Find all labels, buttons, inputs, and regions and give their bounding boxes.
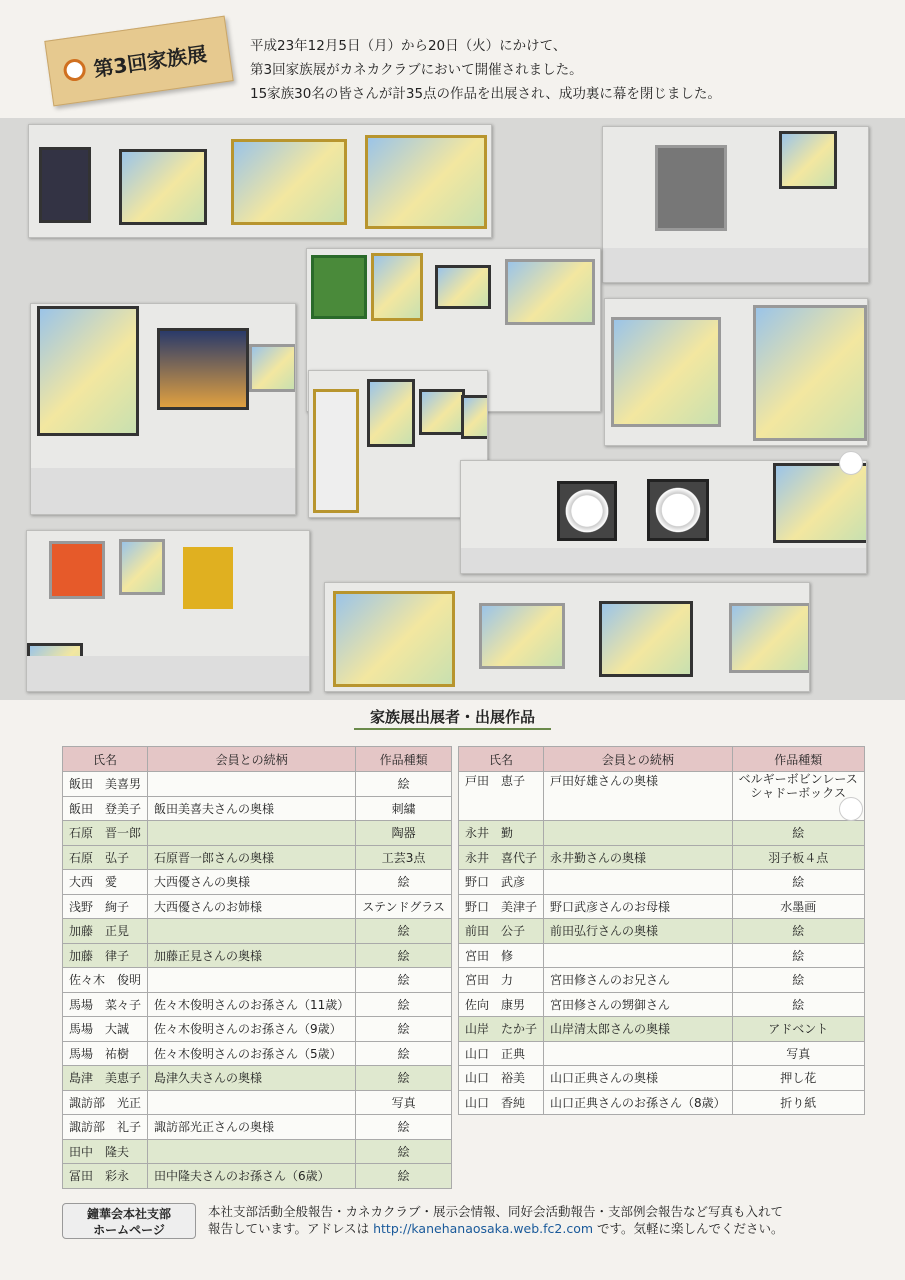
work-type: 絵 <box>732 821 864 846</box>
exhibitor-name: 冨田 彩永 <box>63 1164 148 1189</box>
table-row <box>459 968 865 993</box>
work-type: 押し花 <box>732 1066 864 1091</box>
member-relation: 佐々木俊明さんのお孫さん（5歳） <box>148 1041 356 1066</box>
exhibitor-name: 石原 弘子 <box>63 845 148 870</box>
exhibitor-name: 浅野 絢子 <box>63 894 148 919</box>
table-row <box>63 968 452 993</box>
member-relation: 石原晋一郎さんの奥様 <box>148 845 356 870</box>
exhibitor-name: 山口 正典 <box>459 1041 544 1066</box>
event-title: 第3回家族展 <box>91 41 209 81</box>
work-type: 水墨画 <box>732 894 864 919</box>
work-type: 陶器 <box>356 821 452 846</box>
tag-hole-icon <box>62 58 87 83</box>
work-type: 絵 <box>732 870 864 895</box>
table-row <box>63 1139 452 1164</box>
member-relation <box>148 772 356 797</box>
table-row <box>459 992 865 1017</box>
work-type: ベルギーボビンレース シャドーボックス <box>732 772 864 821</box>
work-type: 写真 <box>356 1090 452 1115</box>
homepage-link[interactable]: http://kanehanaosaka.web.fc2.com <box>373 1221 594 1236</box>
member-relation: 島津久夫さんの奥様 <box>148 1066 356 1091</box>
exhibitor-table-left <box>62 746 452 1189</box>
member-relation <box>148 1090 356 1115</box>
table-row <box>63 1090 452 1115</box>
work-type: 絵 <box>356 992 452 1017</box>
work-type: ステンドグラス <box>356 894 452 919</box>
exhibitor-name: 佐々木 俊明 <box>63 968 148 993</box>
header-relation: 会員との続柄 <box>544 747 733 772</box>
work-type: 絵 <box>356 1139 452 1164</box>
member-relation: 永井勤さんの奥様 <box>544 845 733 870</box>
exhibition-photo <box>30 303 296 515</box>
table-row <box>459 1090 865 1115</box>
table-row <box>63 992 452 1017</box>
exhibitor-name: 馬場 菜々子 <box>63 992 148 1017</box>
exhibitor-table-right <box>458 746 865 1115</box>
table-row <box>459 1066 865 1091</box>
exhibition-photo <box>26 530 310 692</box>
member-relation <box>544 821 733 846</box>
exhibitor-name: 野口 美津子 <box>459 894 544 919</box>
exhibition-photo <box>604 298 868 446</box>
header-name: 氏名 <box>459 747 544 772</box>
exhibitor-name: 諏訪部 光正 <box>63 1090 148 1115</box>
member-relation: 佐々木俊明さんのお孫さん（11歳） <box>148 992 356 1017</box>
exhibitor-name: 野口 武彦 <box>459 870 544 895</box>
exhibitor-name: 宮田 修 <box>459 943 544 968</box>
member-relation: 前田弘行さんの奥様 <box>544 919 733 944</box>
table-row <box>459 870 865 895</box>
header-kind: 作品種類 <box>356 747 452 772</box>
exhibitor-name: 馬場 大誠 <box>63 1017 148 1042</box>
table-row <box>459 772 865 821</box>
exhibitor-name: 石原 晋一郎 <box>63 821 148 846</box>
member-relation: 山口正典さんの奥様 <box>544 1066 733 1091</box>
homepage-badge: 鐘華会本社支部 ホームページ <box>62 1203 196 1239</box>
header-kind: 作品種類 <box>732 747 864 772</box>
header-relation: 会員との続柄 <box>148 747 356 772</box>
member-relation <box>544 1041 733 1066</box>
exhibitor-name: 戸田 恵子 <box>459 772 544 821</box>
work-type: 絵 <box>732 943 864 968</box>
table-row <box>63 1017 452 1042</box>
work-type: 刺繍 <box>356 796 452 821</box>
work-type: 折り紙 <box>732 1090 864 1115</box>
member-relation: 宮田修さんのお兄さん <box>544 968 733 993</box>
table-row <box>63 894 452 919</box>
work-type: 絵 <box>356 919 452 944</box>
table-row <box>63 821 452 846</box>
member-relation: 佐々木俊明さんのお孫さん（9歳） <box>148 1017 356 1042</box>
table-row <box>63 919 452 944</box>
exhibitor-name: 飯田 登美子 <box>63 796 148 821</box>
table-row <box>459 1017 865 1042</box>
section-title: 家族展出展者・出展作品 <box>0 706 905 727</box>
work-type: 絵 <box>356 772 452 797</box>
member-relation <box>148 968 356 993</box>
table-row <box>459 943 865 968</box>
work-type: 絵 <box>356 1041 452 1066</box>
exhibition-photo <box>28 124 492 238</box>
exhibitor-name: 前田 公子 <box>459 919 544 944</box>
work-type: 絵 <box>356 1066 452 1091</box>
table-row <box>63 796 452 821</box>
member-relation: 諏訪部光正さんの奥様 <box>148 1115 356 1140</box>
event-tag <box>44 16 233 107</box>
exhibition-photo <box>460 460 867 574</box>
photo-collage <box>0 118 905 700</box>
member-relation: 山岸清太郎さんの奥様 <box>544 1017 733 1042</box>
table-row <box>63 1115 452 1140</box>
work-type: 絵 <box>356 943 452 968</box>
work-type: 絵 <box>732 919 864 944</box>
member-relation <box>544 943 733 968</box>
exhibitor-name: 馬場 祐樹 <box>63 1041 148 1066</box>
exhibitor-name: 佐向 康男 <box>459 992 544 1017</box>
exhibitor-name: 島津 美恵子 <box>63 1066 148 1091</box>
table-row <box>63 1041 452 1066</box>
work-type: 絵 <box>356 968 452 993</box>
punch-hole <box>839 451 863 475</box>
work-type: 絵 <box>732 968 864 993</box>
work-type: 工芸3点 <box>356 845 452 870</box>
table-row <box>63 845 452 870</box>
work-type: 絵 <box>356 1164 452 1189</box>
work-type: 写真 <box>732 1041 864 1066</box>
member-relation: 大西優さんのお姉様 <box>148 894 356 919</box>
intro-line: 平成23年12月5日（月）から20日（火）にかけて、 <box>250 38 567 54</box>
exhibitor-name: 諏訪部 礼子 <box>63 1115 148 1140</box>
exhibitor-name: 宮田 力 <box>459 968 544 993</box>
work-type: 羽子板４点 <box>732 845 864 870</box>
work-type: 絵 <box>356 1115 452 1140</box>
exhibitor-name: 山口 香純 <box>459 1090 544 1115</box>
table-row <box>63 772 452 797</box>
punch-hole <box>839 797 863 821</box>
header-name: 氏名 <box>63 747 148 772</box>
table-row <box>63 1164 452 1189</box>
exhibitor-name: 山岸 たか子 <box>459 1017 544 1042</box>
table-row <box>63 870 452 895</box>
table-row <box>459 919 865 944</box>
member-relation: 宮田修さんの甥御さん <box>544 992 733 1017</box>
table-row <box>459 845 865 870</box>
work-type: 絵 <box>356 870 452 895</box>
member-relation <box>544 870 733 895</box>
exhibitor-name: 永井 喜代子 <box>459 845 544 870</box>
table-row <box>459 1041 865 1066</box>
exhibitor-name: 永井 勤 <box>459 821 544 846</box>
exhibition-photo <box>324 582 810 692</box>
intro-line: 第3回家族展がカネカクラブにおいて開催されました。 <box>250 62 583 78</box>
member-relation: 山口正典さんのお孫さん（8歳） <box>544 1090 733 1115</box>
table-row <box>459 821 865 846</box>
exhibitor-name: 山口 裕美 <box>459 1066 544 1091</box>
exhibition-photo <box>602 126 869 283</box>
work-type: 絵 <box>732 992 864 1017</box>
member-relation: 田中隆夫さんのお孫さん（6歳） <box>148 1164 356 1189</box>
work-type: 絵 <box>356 1017 452 1042</box>
exhibitor-name: 加藤 正見 <box>63 919 148 944</box>
table-row <box>63 943 452 968</box>
table-row <box>63 1066 452 1091</box>
member-relation: 飯田美喜夫さんの奥様 <box>148 796 356 821</box>
member-relation: 加藤正見さんの奥様 <box>148 943 356 968</box>
footer-text: 本社支部活動全般報告・カネカクラブ・展示会情報、同好会活動報告・支部例会報告など写真も入れて 報告しています。アドレスは http://kanehanaosaka.web.fc2.com です。気軽に楽しんでください。 <box>208 1204 784 1236</box>
exhibitor-name: 大西 愛 <box>63 870 148 895</box>
member-relation <box>148 1139 356 1164</box>
exhibitor-name: 加藤 律子 <box>63 943 148 968</box>
exhibitor-name: 田中 隆夫 <box>63 1139 148 1164</box>
member-relation <box>148 821 356 846</box>
member-relation <box>148 919 356 944</box>
table-row <box>459 894 865 919</box>
intro-line: 15家族30名の皆さんが計35点の作品を出展され、成功裏に幕を閉じました。 <box>250 86 721 102</box>
member-relation: 野口武彦さんのお母様 <box>544 894 733 919</box>
member-relation: 戸田好雄さんの奥様 <box>544 772 733 821</box>
member-relation: 大西優さんの奥様 <box>148 870 356 895</box>
exhibitor-name: 飯田 美喜男 <box>63 772 148 797</box>
intro-text <box>250 34 890 106</box>
work-type: アドベント <box>732 1017 864 1042</box>
